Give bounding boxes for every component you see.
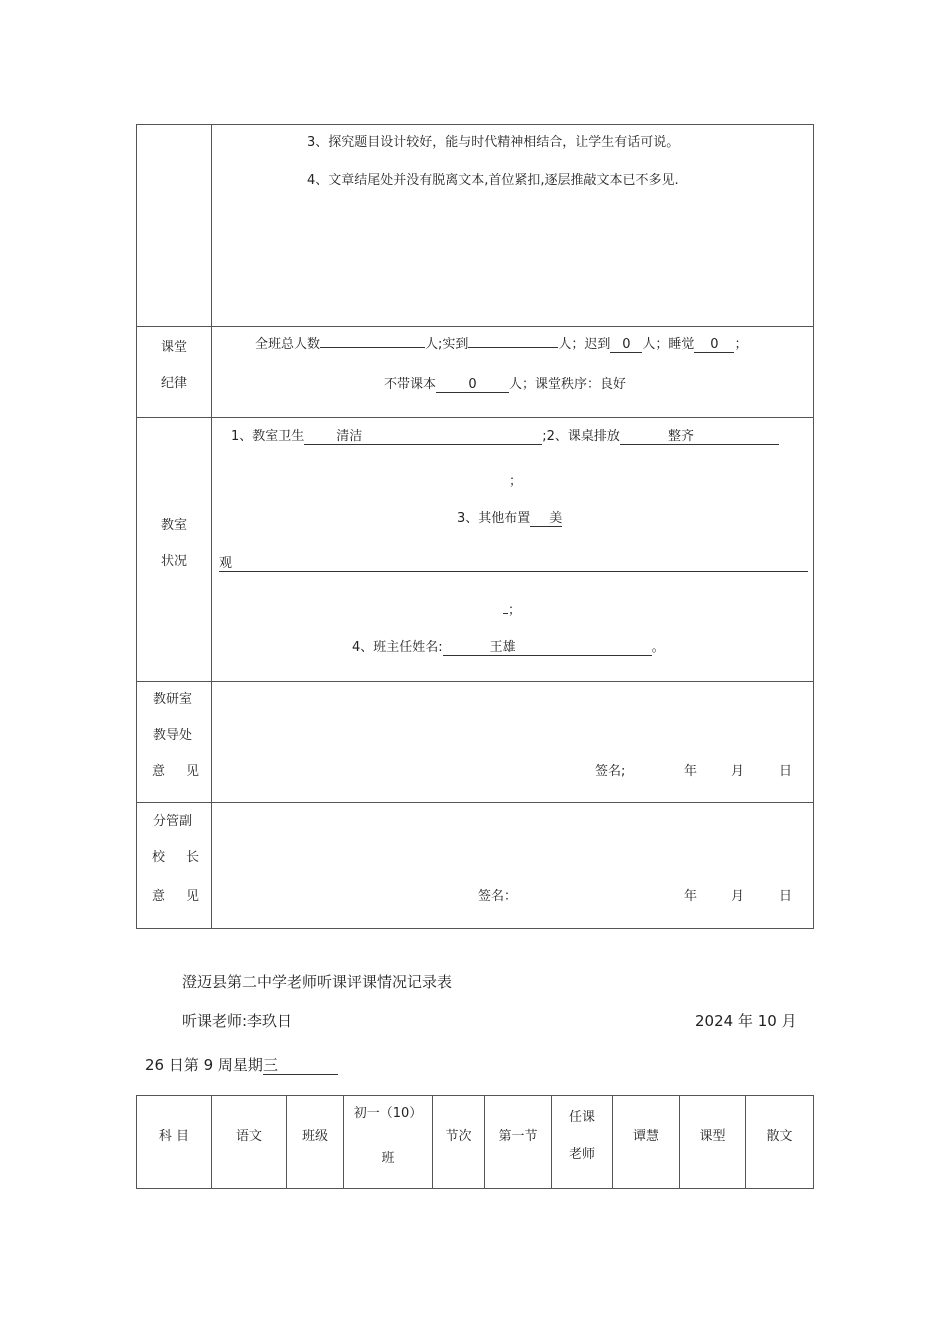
teacher-label-1: 任课 [568, 1110, 595, 1125]
other-value-1: 美 [530, 511, 562, 527]
teacher-value: 谭慧 [632, 1129, 659, 1144]
classroom-label-1: 教室 [161, 518, 188, 533]
lesson-type-label: 课型 [699, 1129, 726, 1144]
vice-label-3b: 见 [186, 889, 200, 904]
hygiene-line [231, 429, 779, 445]
evaluation-point-4: 4、文章结尾处并没有脱离文本,首位紧扣,逐层推敲文本已不多见. [307, 173, 679, 188]
vice-sign-label: 签名： [478, 889, 518, 904]
class-value-2: 班 [381, 1151, 395, 1166]
other-layout-line [457, 511, 562, 527]
research-month-label: 月 [731, 764, 745, 779]
desks-label: ;2、课桌排放 [542, 429, 620, 444]
record-date-line [145, 1056, 338, 1075]
vice-label-1: 分管副 [153, 814, 193, 829]
class-value-1: 初一（10） [353, 1106, 423, 1121]
no-book-label: 不带课本 [384, 377, 437, 392]
record-date-part1: 2024 年 10 月 [695, 1012, 797, 1030]
period-label: 节次 [445, 1129, 472, 1144]
record-title: 澄迈县第二中学老师听课评课情况记录表 [182, 973, 453, 991]
vice-year-label: 年 [684, 889, 698, 904]
head-teacher-end: 。 [651, 640, 665, 655]
research-label-1: 教研室 [153, 692, 193, 707]
period-value: 第一节 [498, 1129, 538, 1144]
subject-value: 语文 [235, 1129, 262, 1144]
vice-label-2a: 校 [152, 850, 166, 865]
head-teacher-label: 4、班主任姓名: [352, 640, 443, 655]
record-weekday: 三 [263, 1057, 338, 1075]
no-book-line [384, 377, 626, 393]
evaluation-point-3: 3、探究题目设计较好，能与时代精神相结合，让学生有话可说。 [307, 135, 680, 150]
present-unit: 人；迟到 [558, 337, 611, 352]
research-year-label: 年 [684, 764, 698, 779]
discipline-label-2: 纪律 [161, 376, 188, 391]
head-teacher-line [352, 640, 665, 656]
research-label-2: 教导处 [153, 728, 193, 743]
class-label: 班级 [301, 1129, 328, 1144]
other-end: ； [503, 603, 521, 619]
desks-value: 整齐 [667, 429, 694, 444]
subject-label: 科 目 [158, 1129, 190, 1144]
other-layout-line-2 [219, 556, 808, 572]
late-unit: 人；睡觉 [642, 337, 695, 352]
semicolon-1: ； [509, 474, 523, 489]
hygiene-value: 清洁 [336, 429, 363, 444]
no-book-unit: 人；课堂秩序：良好 [509, 377, 627, 392]
research-label-3a: 意 [152, 764, 166, 779]
vice-month-label: 月 [731, 889, 745, 904]
research-day-label: 日 [779, 764, 793, 779]
total-value [320, 347, 425, 348]
no-book-value: 0 [436, 377, 509, 393]
total-label: 全班总人数 [255, 337, 321, 352]
other-label: 3、其他布置 [457, 511, 531, 526]
hygiene-label: 1、教室卫生 [231, 429, 305, 444]
total-unit: 人;实到 [425, 337, 469, 352]
research-label-3b: 见 [186, 764, 200, 779]
present-value [468, 347, 558, 348]
sleep-value: 0 [694, 337, 734, 353]
lesson-type-value: 散文 [766, 1129, 793, 1144]
classroom-label-2: 状况 [161, 554, 188, 569]
attendance-line [255, 337, 747, 353]
teacher-label-2: 老师 [568, 1147, 595, 1162]
vice-label-2b: 长 [186, 850, 200, 865]
sleep-end: ； [734, 337, 748, 352]
discipline-label-1: 课堂 [161, 340, 188, 355]
listening-teacher: 听课老师:李玖日 [182, 1012, 293, 1030]
late-value: 0 [610, 337, 642, 353]
head-teacher-value: 王雄 [489, 640, 516, 655]
record-date-part2: 26 日第 9 周星期 [145, 1056, 263, 1074]
other-value-2: 观 [219, 556, 808, 572]
research-sign-label: 签名; [595, 764, 626, 779]
vice-label-3a: 意 [152, 889, 166, 904]
vice-day-label: 日 [779, 889, 793, 904]
